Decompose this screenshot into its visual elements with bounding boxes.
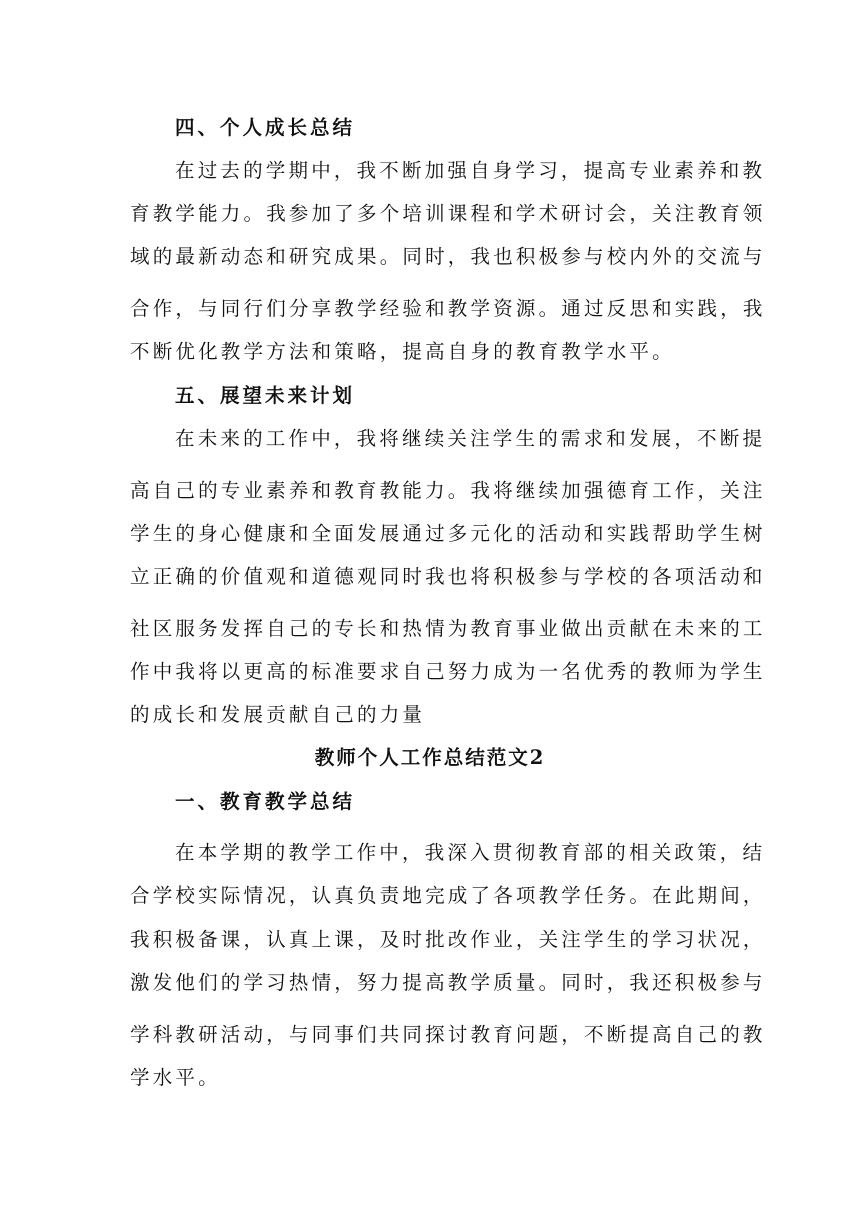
paragraph-line: 合学校实际情况，认真负责地完成了各项教学任务。在此期间，: [130, 884, 766, 907]
paragraph-line: 我积极备课，认真上课，及时批改作业，关注学生的学习状况，: [130, 928, 766, 951]
paragraph-line: 社区服务发挥自己的专长和热情为教育事业做出贡献在未来的工: [130, 617, 766, 640]
paragraph-line: 立正确的价值观和道德观同时我也将积极参与学校的各项活动和: [130, 565, 766, 588]
paragraph-line: 合作，与同行们分享教学经验和教学资源。通过反思和实践，我: [130, 297, 766, 320]
paragraph-line: 育教学能力。我参加了多个培训课程和学术研讨会，关注教育领: [130, 202, 766, 225]
document-title: 教师个人工作总结范文2: [314, 746, 546, 769]
paragraph-line: 激发他们的学习热情，努力提高教学质量。同时，我还积极参与: [130, 971, 766, 994]
paragraph-line: 在过去的学期中，我不断加强自身学习，提高专业素养和教: [175, 159, 766, 182]
section-heading-teaching-summary: 一、教育教学总结: [175, 790, 356, 813]
paragraph-line: 学生的身心健康和全面发展通过多元化的活动和实践帮助学生树: [130, 522, 766, 545]
paragraph-line: 高自己的专业素养和教育教能力。我将继续加强德育工作，关注: [130, 479, 766, 502]
paragraph-line: 域的最新动态和研究成果。同时，我也积极参与校内外的交流与: [130, 245, 766, 268]
paragraph-line: 在本学期的教学工作中，我深入贯彻教育部的相关政策，结: [175, 841, 766, 864]
paragraph-line: 的成长和发展贡献自己的力量: [130, 703, 426, 726]
paragraph-line: 学科教研活动，与同事们共同探讨教育问题，不断提高自己的教: [130, 1023, 766, 1046]
section-heading-future-plan: 五、展望未来计划: [175, 384, 356, 407]
paragraph-line: 作中我将以更高的标准要求自己努力成为一名优秀的教师为学生: [130, 660, 766, 683]
paragraph-line: 在未来的工作中，我将继续关注学生的需求和发展，不断提: [175, 427, 766, 450]
section-heading-personal-growth: 四、个人成长总结: [175, 116, 356, 139]
paragraph-line: 学水平。: [130, 1066, 221, 1089]
paragraph-line: 不断优化教学方法和策略，提高自身的教育教学水平。: [130, 340, 675, 363]
